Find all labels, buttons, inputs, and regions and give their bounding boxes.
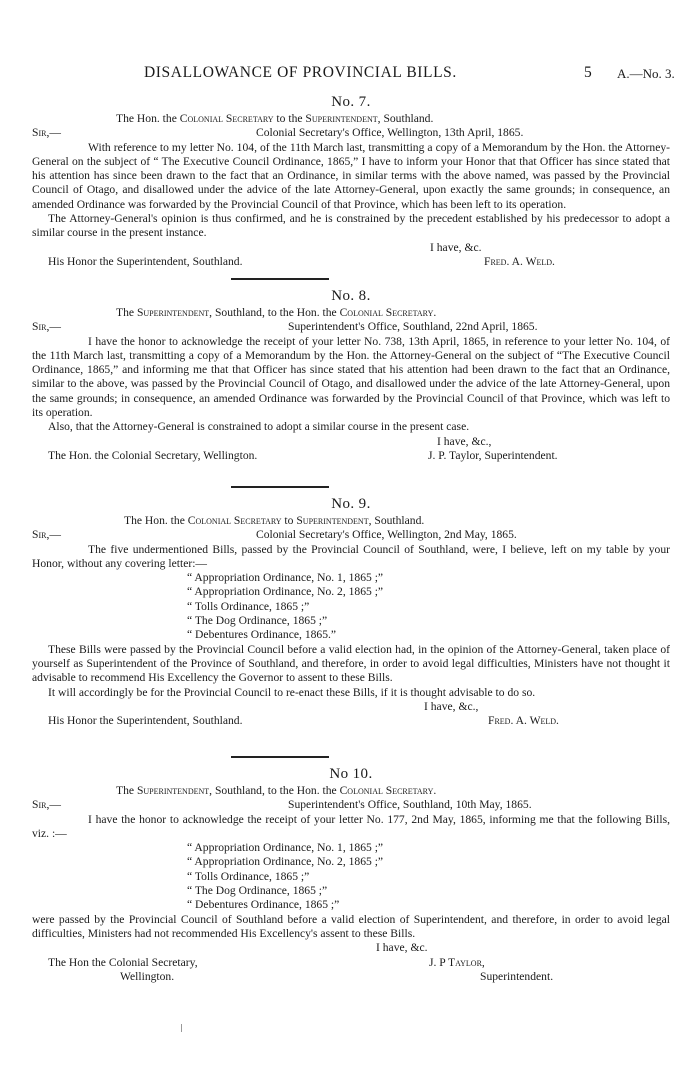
closing: I have, &c.: [430, 240, 482, 254]
salutation: Sir,—: [32, 126, 61, 140]
salutation: Sir,—: [32, 528, 61, 542]
paragraph: Also, that the Attorney-General is constrained to adopt a similar course in the present case.: [48, 420, 470, 434]
list-item: “ Appropriation Ordinance, No. 2, 1865 ;”: [187, 855, 384, 869]
paragraph: The five undermentioned Bills, passed by the Provincial Council of Southland, were, I believe, left on my table by your Honor, without any covering letter:—: [32, 542, 670, 570]
scan-mark: [181, 1024, 182, 1032]
list-item: “ Debentures Ordinance, 1865 ;”: [187, 898, 340, 912]
paragraph: It will accordingly be for the Provincial Council to re-enact these Bills, if it is thought advisable to do so.: [48, 685, 536, 699]
recipient: His Honor the Superintendent, Southland.: [48, 254, 243, 268]
running-header: [0, 64, 700, 84]
paragraph: With reference to my letter No. 104, of the 11th March last, transmitting a copy of a Memorandum by the Hon. the Attorney-General on the subject of “ The Executive Council Ordinance, 1865,” I have to inform your Honor that that Officer has since stated that his attention has since been drawn to the fact that an Ordinance, in similar terms with the above named, was passed by the Provincial Council of Otago, and disallowed under the advice of the late Attorney-General, upon exactly the same grounds; in consequence, an amended Ordinance was forwarded by the Provincial Council of that Province, which has been left to its operation.: [32, 140, 670, 211]
letter-no-7: [32, 93, 670, 269]
list-item: “ Appropriation Ordinance, No. 1, 1865 ;”: [187, 571, 384, 585]
list-item: “ The Dog Ordinance, 1865 ;”: [187, 614, 328, 628]
letter-no-9: [32, 495, 670, 728]
header-title: DISALLOWANCE OF PROVINCIAL BILLS.: [144, 64, 457, 81]
section-rule: [231, 756, 329, 758]
closing: I have, &c.: [376, 941, 428, 955]
signature: Fred. A. Weld.: [488, 714, 559, 728]
recipient: The Hon. the Colonial Secretary, Wellington.: [48, 448, 258, 462]
document-reference: A.—No. 3.: [617, 66, 675, 81]
paragraph: I have the honor to acknowledge the receipt of your letter No. 177, 2nd May, 1865, informing me that the following Bills, viz. :—: [32, 812, 670, 840]
letter-number: No. 8.: [331, 288, 371, 304]
recipient-city: Wellington.: [120, 969, 175, 983]
closing: I have, &c.,: [437, 434, 492, 448]
letter-number: No. 7.: [331, 94, 371, 110]
closing: I have, &c.,: [424, 699, 479, 713]
letter-no-8: [32, 287, 670, 463]
page-number: 5: [584, 64, 592, 81]
signature: J. P. Taylor, Superintendent.: [428, 448, 558, 462]
letter-addressee: The Superintendent, Southland, to the Hon. the Colonial Secretary.: [116, 306, 437, 319]
salutation: Sir,—: [32, 320, 61, 334]
bill-list: [32, 841, 670, 912]
signature: J. P Taylor,: [429, 955, 485, 969]
list-item: “ Appropriation Ordinance, No. 2, 1865 ;”: [187, 585, 384, 599]
list-item: “ The Dog Ordinance, 1865 ;”: [187, 884, 328, 898]
paragraph: The Attorney-General's opinion is thus confirmed, and he is constrained by the precedent established by his predecessor to adopt a similar course in the present instance.: [32, 212, 670, 240]
list-item: “ Tolls Ordinance, 1865 ;”: [187, 599, 310, 613]
paragraph: I have the honor to acknowledge the receipt of your letter No. 738, 13th April, 1865, in reference to your letter No. 104, of the 11th March last, transmitting a copy of a Memorandum by the Hon. the Attorney-General on the subject of “The Executive Council Ordinance, 1865,” and informing me that that Officer has since stated that his attention had been drawn to the fact that an Ordinance, similar to the above, was passed by the Provincial Council of Otago, and disallowed under the advice of the late Attorney-General, upon the same grounds; in consequence, an amended Ordinance was forwarded by the Provincial Council of that Province, which was left to its operation.: [32, 334, 670, 420]
place-date: Colonial Secretary's Office, Wellington, 2nd May, 1865.: [256, 528, 517, 542]
salutation: Sir,—: [32, 798, 61, 812]
section-rule: [231, 486, 329, 488]
signature: Fred. A. Weld.: [484, 254, 555, 268]
letter-no-10: [32, 765, 670, 984]
section-rule: [231, 278, 329, 280]
signature-title: Superintendent.: [480, 969, 554, 983]
place-date: Superintendent's Office, Southland, 22nd April, 1865.: [288, 320, 538, 334]
recipient: The Hon the Colonial Secretary,: [48, 955, 198, 969]
letter-addressee: The Hon. the Colonial Secretary to Superintendent, Southland.: [124, 514, 425, 527]
bill-list: [32, 571, 670, 642]
letter-number: No 10.: [329, 766, 373, 782]
letter-addressee: The Hon. the Colonial Secretary to the Superintendent, Southland.: [116, 112, 434, 125]
list-item: “ Tolls Ordinance, 1865 ;”: [187, 869, 310, 883]
letter-number: No. 9.: [331, 496, 371, 512]
place-date: Colonial Secretary's Office, Wellington, 13th April, 1865.: [256, 126, 524, 140]
list-item: “ Debentures Ordinance, 1865.”: [187, 628, 337, 642]
recipient: His Honor the Superintendent, Southland.: [48, 714, 243, 728]
list-item: “ Appropriation Ordinance, No. 1, 1865 ;”: [187, 841, 384, 855]
letter-addressee: The Superintendent, Southland, to the Hon. the Colonial Secretary.: [116, 784, 437, 797]
place-date: Superintendent's Office, Southland, 10th May, 1865.: [288, 798, 532, 812]
paragraph: These Bills were passed by the Provincial Council before a valid election had, in the opinion of the Attorney-General, taken place of yourself as Superintendent of the Province of Southland, and therefore, in order to avoid legal difficulties, Ministers have not thought it advisable to recommend His Excellency the Governor to assent to these Bills.: [32, 642, 670, 685]
paragraph: were passed by the Provincial Council of Southland before a valid election of Superintendent, and therefore, in order to avoid legal difficulties, Ministers had not recommended His Excellency's assent to these Bills.: [32, 912, 670, 940]
